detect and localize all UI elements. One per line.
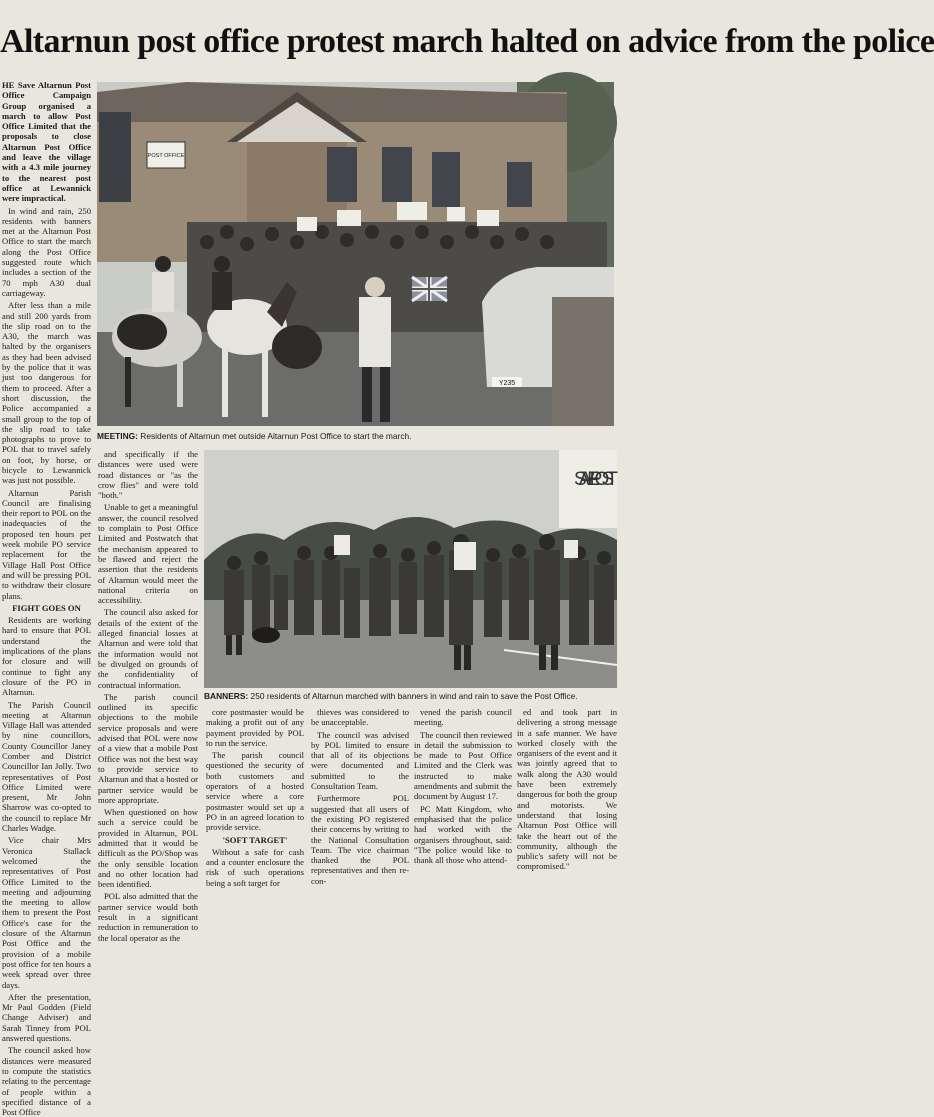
subheading: FIGHT GOES ON xyxy=(12,602,81,613)
paragraph: In wind and rain, 250 residents with banners met at the Altarnun Post Office to start the march along the Post Office suggested route which includes a section of the 70 mph A30 dual carriageway. xyxy=(2,205,91,298)
caption-text: Residents of Altarnun met outside Altarnun Post Office to start the march. xyxy=(137,431,412,441)
paragraph: Furthermore POL suggested that all users of the existing PO registered their concerns by writing to the National Consultation Team. The vice chairman thanked the POL representatives and then re-con- xyxy=(311,793,409,886)
banner-text: SAVE POST xyxy=(574,469,618,490)
paragraph: HE Save Altarnun Post Office Campaign Group organised a march to allow Post Office Limited that the proposals to close Altarnun Post Office and leave the village with a 4.3 mile journey to the nearest post office at Lewannick were impractical. xyxy=(2,80,91,204)
paragraph: Residents are working hard to ensure that POL understand the implications of the plans for closure and will continue to fight any closure of the PO in Altarnun. xyxy=(2,615,91,698)
caption-label: BANNERS: xyxy=(204,691,249,701)
article-column-2 xyxy=(98,449,198,943)
article-column-4 xyxy=(311,707,409,886)
paragraph: core postmaster would be making a profit out of any payment provided by POL to run the service. xyxy=(206,707,304,748)
paragraph: vened the parish council meeting. xyxy=(414,707,512,728)
meeting-photo xyxy=(97,82,614,426)
headline: Altarnun post office protest march halted on advice from the police xyxy=(0,23,934,60)
paragraph: POL also admitted that the partner service would both result in a significant reduction in remuneration to the local operator as the xyxy=(98,891,198,943)
meeting-photo-graphic xyxy=(97,82,614,426)
paragraph: The parish council outlined its specific objections to the mobile service proposals and were advised that POL were now of a view that a mobile Post Office was not the best way to provide service to Altarnun and that a hosted or partner service would be more appropriate. xyxy=(98,691,198,805)
paragraph: The council asked how distances were measured to compute the statistics relating to the percentage of people within a specified distance of a Post Office xyxy=(2,1045,91,1117)
subheading: 'SOFT TARGET' xyxy=(222,834,288,845)
paragraph: After less than a mile and still 200 yards from the slip road on to the A30, the march was halted by the organisers as they had been advised by the police that it was just too dangerous for them to proceed. After a short discussion, the Police accompanied a small group to the top of the slip road to take photographs to prove to POL that to travel safely on foot, by horse, or bicycle to Lewannick was just not possible. xyxy=(2,300,91,486)
paragraph: When questioned on how such a service could be provided in Altarnun, POL admitted that it would be difficult as the PO/Shop was the only sensible location and no other location had been identified. xyxy=(98,807,198,890)
paragraph: Without a safe for cash and a counter enclosure the risk of such operations being a soft target for xyxy=(206,846,304,888)
article-column-6 xyxy=(517,707,617,872)
paragraph: Vice chair Mrs Veronica Stallack welcomed the representatives of Post Office Limited to the meeting and adjourning the meeting to allow them to present the Post Office's case for the closure of the Altarnun Post Office and the provision of a mobile post office for ten hours a week spread over three days. xyxy=(2,835,91,990)
post-office-sign: POST OFFICE xyxy=(147,153,185,159)
paragraph: ed and took part in delivering a strong message in a safe manner. We have worked closely with the organisers of the event and it was jointly agreed that to walk along the A30 would have been extremely dangerous for both the group and motorists. We understand that losing Altarnun Post Office will take the heart out of the community, although the public's safety will not be compromised." xyxy=(517,707,617,872)
number-plate: Y235 xyxy=(498,380,516,387)
paragraph: The council was advised by POL limited to ensure that all of its objections were documented and submitted to the Consultation Team. xyxy=(311,729,409,792)
paragraph: The Parish Council meeting at Altarnun Village Hall was attended by nine councillors, County Councillor Janey Comber and District Councillor Ian Jolly. Two representatives of Post Office Limited were present, Mr John Sharrow was co-opted to the council to replace Mr Charles Wadge. xyxy=(2,699,91,834)
paragraph: PC Matt Kingdom, who emphasised that the police had worked with the organisers throughout, said: "The police would like to thank all those who attend- xyxy=(414,803,512,866)
paragraph: thieves was considered to be unacceptable. xyxy=(311,707,409,728)
paragraph: The council then reviewed in detail the submission to be made to Post Office Limited and the Clerk was instructed to make amendments and submit the document by August 17. xyxy=(414,729,512,802)
paragraph: Altarnun Parish Council are finalising their report to POL on the inadequacies of the proposed ten hours per week mobile PO service replacement for the Village Hall Post Office and will be pressing POL to withdraw their closure plans. xyxy=(2,487,91,601)
banners-photo-caption xyxy=(204,691,617,701)
article-column-5 xyxy=(414,707,512,866)
meeting-photo-caption xyxy=(97,431,615,441)
paragraph: After the presentation, Mr Paul Godden (Field Change Adviser) and Sarah Tinney from POL answered questions. xyxy=(2,991,91,1044)
caption-text: 250 residents of Altarnun marched with banners in wind and rain to save the Post Office. xyxy=(248,691,578,701)
paragraph: and specifically if the distances were used were road distances or "as the crow flies" and were told "both." xyxy=(98,449,198,501)
paragraph: The parish council questioned the security of both customers and operators of a hosted service where a core postmaster would set up a PO in an agreed location to provide service. xyxy=(206,750,304,833)
article-column-3 xyxy=(206,707,304,888)
caption-label: MEETING: xyxy=(97,431,138,441)
banners-photo xyxy=(204,450,617,688)
article-column-1 xyxy=(2,80,91,1117)
banners-photo-graphic xyxy=(204,450,617,688)
paragraph: Unable to get a meaningful answer, the council resolved to complain to Post Office Limited and Postwatch that the mechanism appeared to be flawed and reject the assertion that the residents of Altarnun would meet the national criteria on accessibility. xyxy=(98,502,198,606)
paragraph: The council also asked for details of the extent of the alleged financial losses at Altarnun and were told that the information would not be divulged on grounds of the confidentiality of contractual information. xyxy=(98,607,198,690)
